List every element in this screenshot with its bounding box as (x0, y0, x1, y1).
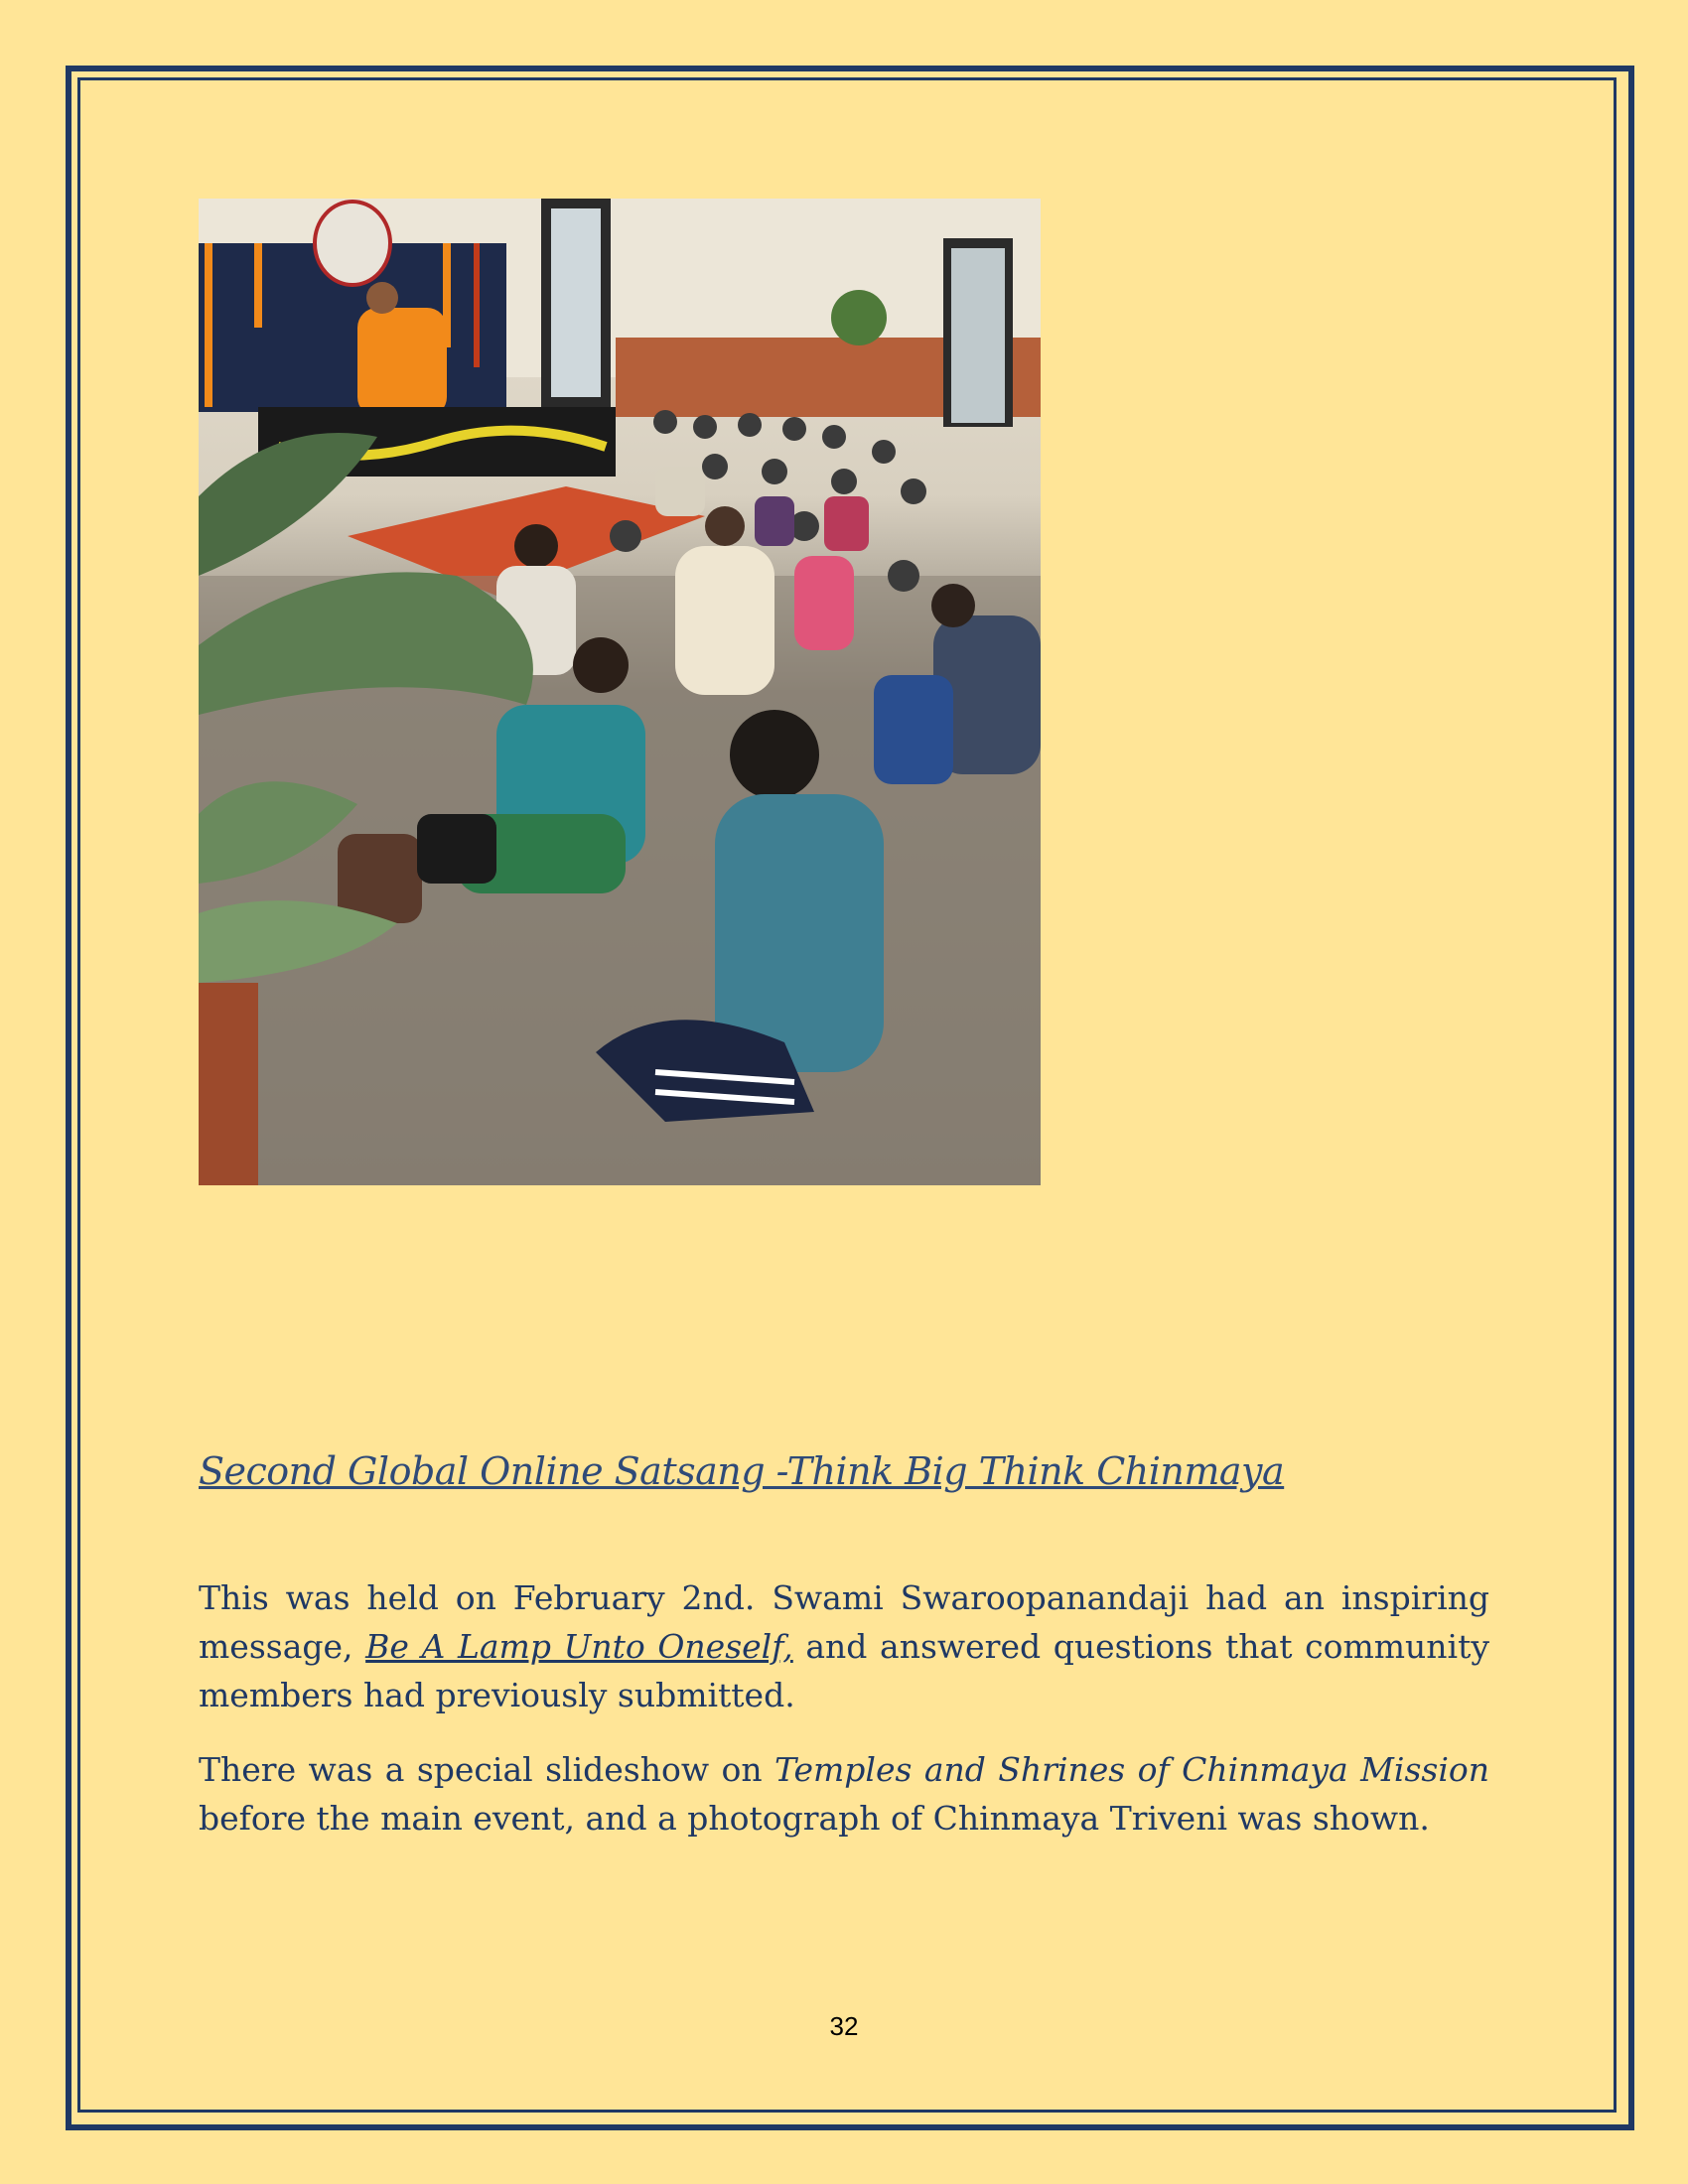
article-paragraph-1 (199, 1573, 1489, 1719)
page-number: 32 (829, 2011, 859, 2041)
paragraph-1-text-end: and answered questions that community members had previously submitted. (199, 1627, 1489, 1714)
paragraph-1-text-start: This was held on February 2nd. Swami Swaroopanandaji had an inspiring message, (199, 1578, 1489, 1666)
message-title: Be A Lamp Unto Oneself, (365, 1627, 793, 1666)
article-heading: Second Global Online Satsang -Think Big Think Chinmaya (199, 1449, 1285, 1493)
paragraph-2-text-start: There was a special slideshow on (199, 1750, 775, 1789)
event-photo (199, 199, 1041, 1185)
slideshow-title: Temples and Shrines of Chinmaya Mission (774, 1750, 1489, 1789)
article-paragraph-2 (199, 1745, 1489, 1843)
paragraph-2-text-end: before the main event, and a photograph of Chinmaya Triveni was shown. (199, 1799, 1430, 1838)
